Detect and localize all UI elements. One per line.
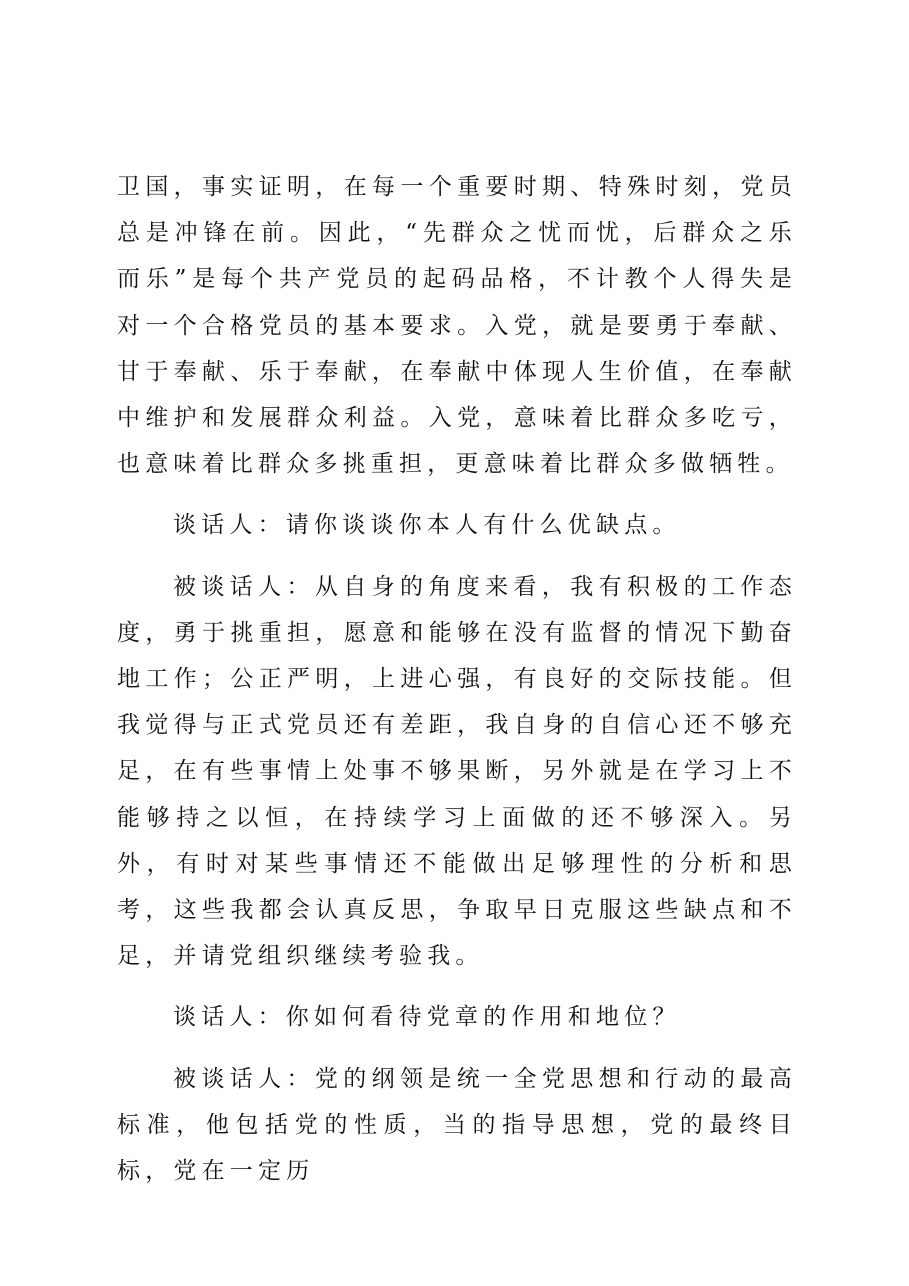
paragraph-interviewer-question-2: 谈话人：你如何看待党章的作用和地位？ — [173, 1004, 681, 1031]
paragraph-continuation: 卫国，事实证明，在每一个重要时期、特殊时刻，党员总是冲锋在前。因此，“先群众之忧而忧，后群众之乐而乐”是每个共产党员的起码品格，不计教个人得失是对一个合格党员的基本要求。入党，就是要勇于奉献、甘于奉献、乐于奉献，在奉献中体现人生价值，在奉献中维护和发展群众利益。入党，意味着比群众多吃亏，也意味着比群众多挑重担，更意味着比群众多做牺牲。 — [117, 174, 797, 478]
document-body — [117, 164, 797, 1194]
paragraph-interviewer-question-1: 谈话人：请你谈谈你本人有什么优缺点。 — [173, 512, 681, 539]
paragraph-interviewee-answer-2: 被谈话人：党的纲领是统一全党思想和行动的最高标准，他包括党的性质，当的指导思想，党的最终目标，党在一定历 — [117, 1065, 797, 1185]
paragraph-interviewee-answer-1: 被谈话人：从自身的角度来看，我有积极的工作态度，勇于挑重担，愿意和能够在没有监督的情况下勤奋地工作；公正严明，上进心强，有良好的交际技能。但我觉得与正式党员还有差距，我自身的自信心还不够充足，在有些事情上处事不够果断，另外就是在学习上不能够持之以恒，在持续学习上面做的还不够深入。另外，有时对某些事情还不能做出足够理性的分析和思考，这些我都会认真反思，争取早日克服这些缺点和不足，并请党组织继续考验我。 — [117, 573, 797, 970]
